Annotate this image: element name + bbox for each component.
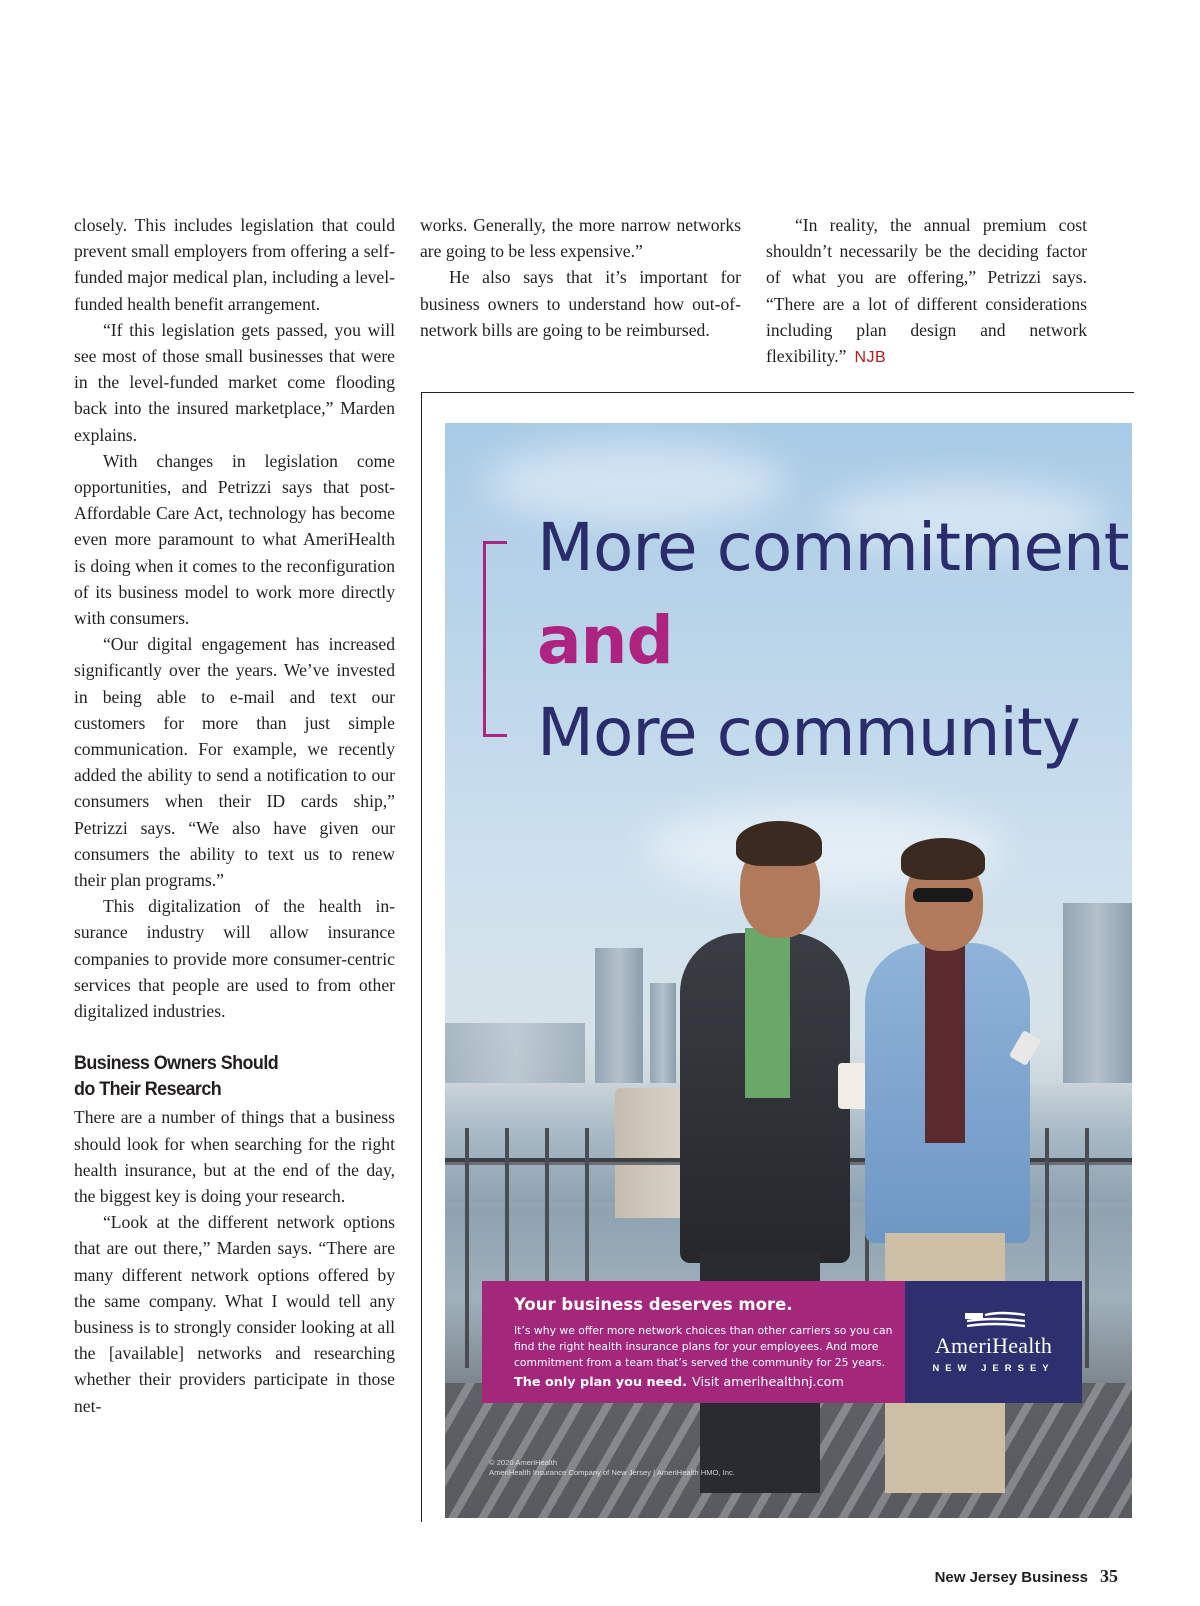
promo-box xyxy=(482,1281,905,1403)
end-mark: NJB xyxy=(854,349,887,367)
person-left xyxy=(660,813,870,1513)
logo-wordmark: AmeriHealth xyxy=(934,1333,1053,1358)
paragraph: There are a number of things that a business should look for when searching for the right health insurance, but at the end of the day, the biggest key is doing your research. xyxy=(74,1107,395,1206)
skyline-building xyxy=(445,1023,585,1088)
paragraph: This digitalization of the health insurance industry will allow insurance companies to provide more consumer-centric services that people are used to from other digitalized industries. xyxy=(74,896,395,1022)
logo-subtitle: NEW JERSEY xyxy=(932,1363,1055,1374)
page-number: 35 xyxy=(1100,1566,1118,1586)
green-shirt xyxy=(745,928,790,1098)
promo-body: It’s why we offer more network choices than other carriers so you can find the right health insurance plans for your employees. And more commitment from a team that’s served the community for 25 years. xyxy=(514,1324,893,1369)
paragraph: works. Generally, the more narrow networks are going to be less expensive.” xyxy=(420,215,741,262)
subheading-line-1: Business Owners Should xyxy=(74,1052,279,1075)
page-footer xyxy=(935,1566,1118,1587)
ad-headline-line-2: and xyxy=(537,602,673,679)
article-column-3 xyxy=(766,212,1087,371)
ad-headline-line-3: More community xyxy=(537,694,1080,771)
article-column-2 xyxy=(420,212,741,343)
paragraph: “If this legislation gets passed, you will see most of those small businesses that were in the level-funded market come flooding back into the insured marketplace,” Marden explains. xyxy=(74,319,395,445)
promo-title: Your business deserves more. xyxy=(514,1295,793,1314)
railing-post xyxy=(465,1128,469,1368)
headline-bracket xyxy=(483,541,507,737)
person-right xyxy=(845,833,1055,1518)
ad-copyright xyxy=(489,1458,735,1478)
publication-name: New Jersey Business xyxy=(934,1569,1088,1586)
ad-headline-line-1: More commitment xyxy=(537,509,1129,586)
paragraph: With changes in legislation come opportunities, and Petrizzi says that post-Affordable Care Act, technology has become even more paramount to what AmeriHealth is doing when it comes to the reconfiguration of its business model to work more directly with consumers. xyxy=(74,450,395,629)
maroon-shirt xyxy=(925,943,965,1143)
copyright-line-2: AmeriHealth Insurance Company of New Jersey | AmeriHealth HMO, Inc. xyxy=(489,1468,735,1477)
skyline-building xyxy=(595,948,643,1088)
paragraph xyxy=(766,212,1087,371)
amerihealth-logo xyxy=(905,1281,1082,1403)
paragraph: “Look at the different network options that are out there,” Marden says. “There are many different network options offered by the same company. What I would tell any business is to strongly consider looking at all the [available] networks and researching whether their providers participate in those net- xyxy=(74,1212,395,1416)
flag-logo-icon xyxy=(963,1311,1027,1329)
subheading xyxy=(74,1050,369,1102)
copyright-line-1: © 2020 AmeriHealth xyxy=(489,1458,558,1467)
closing-paragraph-text: “In reality, the annual premium cost shouldn’t necessarily be the deciding factor of what you are offering,” Petrizzi says. “There are a lot of different considerations including plan design and network flexibility.” xyxy=(766,215,1087,367)
sunglasses-icon xyxy=(913,888,973,902)
paragraph: closely. This includes legislation that could prevent small employers from offering a self-funded major medical plan, including a level-funded health benefit arrangement. xyxy=(74,215,395,314)
amerihealth-advertisement[interactable] xyxy=(445,423,1132,1518)
promo-tagline: The only plan you need. xyxy=(514,1375,687,1390)
railing-post xyxy=(1085,1128,1089,1368)
paragraph: He also says that it’s important for business owners to understand how out-of-network bills are going to be reimbursed. xyxy=(420,267,741,340)
paragraph: “Our digital engagement has increased significantly over the years. We’ve invested in being able to e-mail and text our customers for more than just simple communication. For example, we recently added the ability to send a notification to our consumers when their ID cards ship,” Petrizzi says. “We also have given our consumers the ability to text us to renew their plan programs.” xyxy=(74,634,395,891)
skyline-building xyxy=(1063,903,1132,1088)
promo-website-link[interactable]: Visit amerihealthnj.com xyxy=(692,1375,844,1390)
hair xyxy=(901,838,985,880)
article-column-1 xyxy=(74,212,395,1419)
subheading-line-2: do Their Research xyxy=(74,1078,222,1101)
hair xyxy=(736,821,822,866)
